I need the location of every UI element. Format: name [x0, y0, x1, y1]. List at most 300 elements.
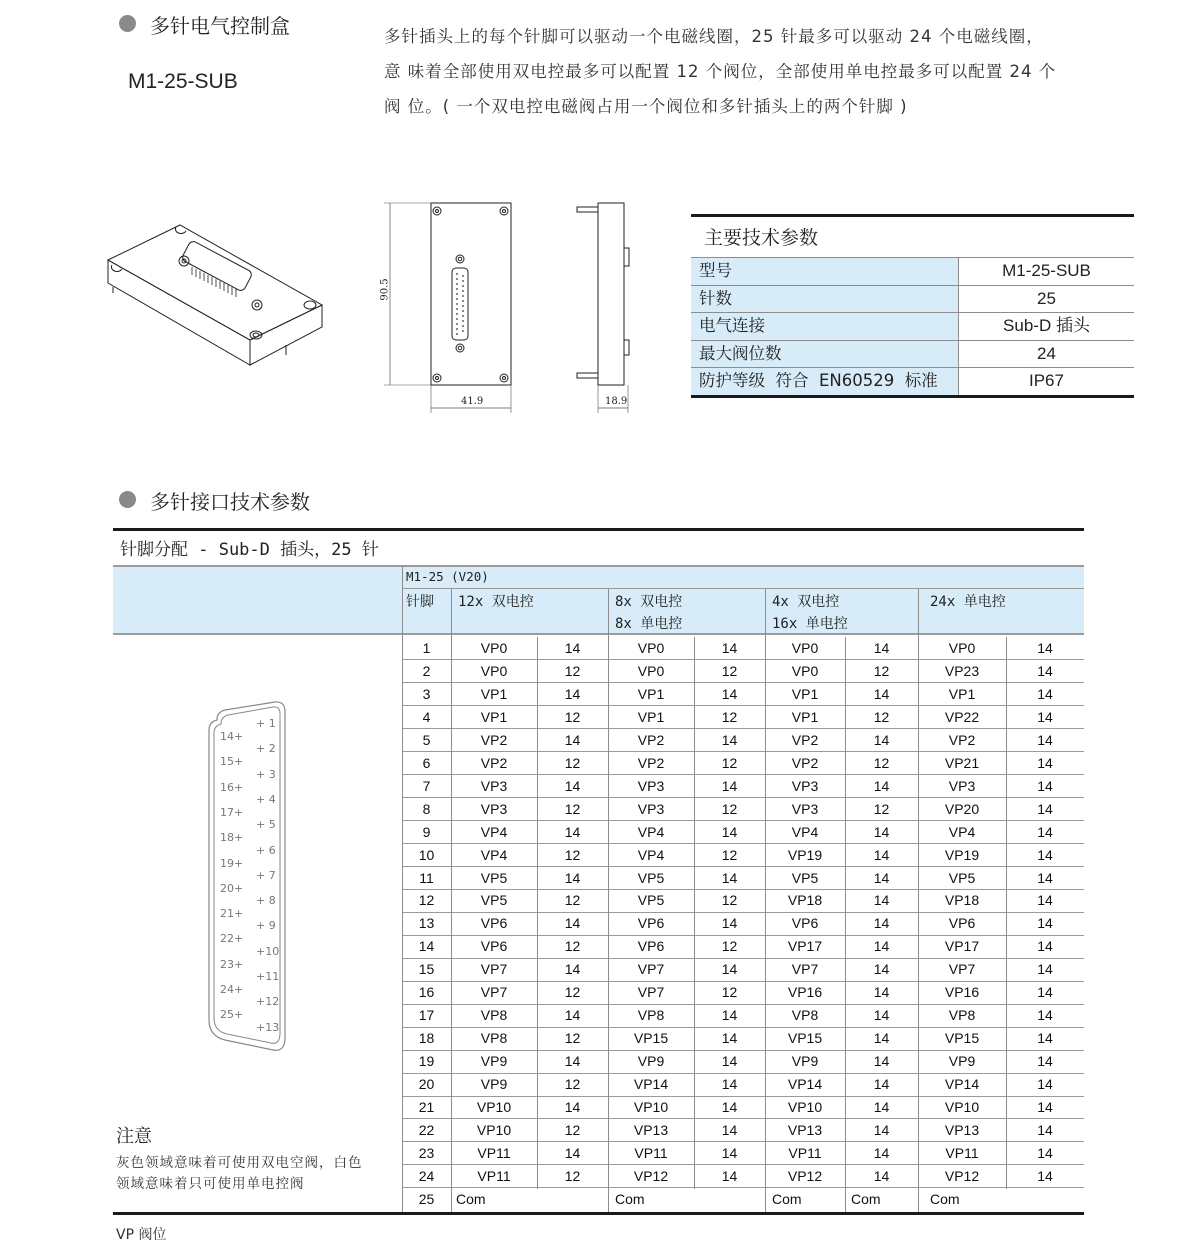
valve-position-cell: VP17	[787, 938, 823, 955]
valve-position-cell: VP3	[791, 800, 819, 817]
coil-number-cell: 14	[1037, 892, 1053, 909]
valve-position-cell: VP2	[791, 731, 819, 748]
coil-number-cell: 12	[873, 708, 890, 725]
valve-position-cell: VP21	[944, 754, 980, 771]
connector-pin-label: 16+	[220, 780, 244, 794]
connector-pin-label: 22+	[220, 932, 244, 946]
valve-position-cell: VP5	[480, 892, 508, 909]
coil-number-cell: 14	[564, 640, 581, 656]
coil-number-cell: 14	[721, 1030, 738, 1047]
coil-number-cell: 12	[721, 662, 738, 679]
valve-position-cell: VP0	[948, 640, 976, 656]
config-header-12x	[458, 591, 534, 613]
valve-position-cell: VP2	[637, 754, 665, 771]
valve-position-cell: VP0	[791, 640, 819, 656]
pin-number-cell: 6	[422, 754, 431, 771]
coil-number-cell: 14	[1037, 869, 1053, 886]
valve-position-cell: VP1	[480, 708, 508, 725]
valve-position-cell: VP5	[948, 869, 976, 886]
valve-position-cell: VP12	[944, 1167, 980, 1184]
coil-number-cell: 14	[873, 1167, 890, 1184]
connector-pin-label: +13	[256, 1020, 280, 1034]
spec-value: Sub-D 插头	[1003, 316, 1090, 336]
connector-pin-label: + 1	[256, 717, 276, 730]
pin-number-cell: 17	[418, 1007, 435, 1024]
connector-pin-label: 24+	[220, 983, 244, 996]
valve-position-cell: VP13	[944, 1121, 980, 1138]
pin-number-cell: 11	[419, 869, 434, 886]
coil-number-cell: 14	[873, 1099, 890, 1115]
config-header-line: 12x 双电控	[458, 594, 534, 610]
valve-position-cell: VP2	[948, 731, 976, 748]
valve-position-cell: VP10	[944, 1099, 980, 1115]
coil-number-cell: 14	[721, 685, 738, 702]
valve-position-cell: VP3	[480, 800, 508, 817]
connector-pin-label: + 4	[256, 792, 276, 806]
pin-number-cell: 10	[418, 846, 435, 863]
coil-number-cell: 12	[721, 892, 738, 909]
valve-position-cell: VP15	[633, 1030, 669, 1047]
pin-number-cell: 16	[418, 984, 435, 1001]
coil-number-cell: 12	[721, 800, 738, 817]
connector-pin-label: 21+	[220, 907, 244, 921]
connector-pin-label: + 5	[256, 818, 276, 832]
coil-number-cell: 14	[1037, 754, 1053, 771]
valve-position-cell: VP12	[633, 1167, 669, 1184]
valve-position-cell: VP0	[637, 640, 665, 656]
pin-number-cell: 3	[422, 685, 431, 702]
coil-number-cell: 14	[564, 1007, 581, 1024]
coil-number-cell: 14	[1037, 1144, 1053, 1161]
valve-position-cell: VP4	[637, 823, 665, 840]
common-cell: Com	[851, 1190, 881, 1207]
pin-number-cell: 15	[418, 961, 435, 978]
pin-number-cell: 21	[418, 1099, 435, 1115]
coil-number-cell: 14	[1037, 938, 1053, 955]
note-line: 灰色领域意味着可使用双电空阀，白色	[116, 1155, 363, 1171]
connector-pin-label: 17+	[220, 805, 244, 819]
valve-position-cell: VP6	[637, 938, 665, 955]
pin-number-cell: 25	[418, 1190, 435, 1207]
coil-number-cell: 14	[873, 1007, 890, 1024]
note-title: 注意	[116, 1126, 152, 1147]
coil-number-cell: 14	[564, 961, 581, 978]
valve-position-cell: VP19	[787, 846, 823, 863]
connector-pin-label: 25+	[220, 1008, 244, 1022]
coil-number-cell: 14	[1037, 961, 1053, 978]
coil-number-cell: 14	[721, 1076, 738, 1093]
valve-position-cell: VP1	[791, 708, 819, 725]
spec-row	[691, 367, 1134, 395]
coil-number-cell: 14	[1037, 731, 1053, 748]
coil-number-cell: 14	[721, 1144, 738, 1161]
valve-position-cell: VP7	[637, 961, 665, 978]
coil-number-cell: 14	[1037, 662, 1053, 679]
valve-position-cell: VP1	[791, 685, 819, 702]
connector-pin-label: + 9	[256, 919, 276, 933]
section-bullet-icon	[119, 491, 136, 508]
valve-position-cell: VP6	[480, 915, 508, 932]
valve-position-cell: VP10	[476, 1121, 512, 1138]
pin-number-cell: 12	[418, 892, 435, 909]
spec-row	[691, 257, 1134, 285]
valve-position-cell: VP3	[637, 800, 665, 817]
config-header-line: 8x 单电控	[615, 616, 683, 632]
coil-number-cell: 12	[564, 846, 581, 863]
coil-number-cell: 14	[721, 777, 738, 794]
coil-number-cell: 14	[721, 823, 738, 840]
table-vline	[918, 589, 919, 1212]
common-cell: Com	[772, 1190, 802, 1207]
coil-number-cell: 14	[1037, 1121, 1053, 1138]
pin-number-cell: 9	[422, 823, 431, 840]
coil-number-cell: 12	[564, 938, 581, 955]
coil-number-cell: 12	[564, 1076, 581, 1093]
valve-position-cell: VP2	[637, 731, 665, 748]
coil-number-cell: 12	[564, 1030, 581, 1047]
table-vline	[451, 589, 452, 1212]
valve-position-cell: VP7	[480, 984, 508, 1001]
coil-number-cell: 14	[1037, 708, 1053, 725]
coil-number-cell: 14	[873, 869, 890, 886]
coil-number-cell: 14	[1037, 1053, 1053, 1070]
coil-number-cell: 14	[873, 1144, 890, 1161]
valve-position-cell: VP14	[944, 1076, 980, 1093]
coil-number-cell: 14	[873, 846, 890, 863]
coil-number-cell: 14	[1037, 846, 1053, 863]
valve-position-cell: VP10	[476, 1099, 512, 1115]
coil-number-cell: 14	[873, 984, 890, 1001]
pin-column-header: 针脚	[406, 594, 434, 610]
valve-position-cell: VP6	[791, 915, 819, 932]
height-dimension: 90.5	[379, 278, 391, 301]
coil-number-cell: 14	[873, 731, 890, 748]
coil-number-cell: 14	[1037, 823, 1053, 840]
config-header-line: 8x 双电控	[615, 594, 683, 610]
valve-position-cell: VP3	[637, 777, 665, 794]
connector-pin-label: + 6	[256, 843, 276, 857]
coil-number-cell: 14	[721, 961, 738, 978]
valve-position-cell: VP19	[944, 846, 980, 863]
section-title-pin-interface: 多针接口技术参数	[150, 490, 310, 514]
table-vline	[765, 589, 766, 1212]
coil-number-cell: 14	[873, 915, 890, 932]
coil-number-cell: 14	[564, 869, 581, 886]
coil-number-cell: 14	[1037, 1007, 1053, 1024]
coil-number-cell: 14	[721, 915, 738, 932]
connector-pin-label: 19+	[220, 856, 244, 870]
description-line: 多针插头上的每个针脚可以驱动一个电磁线圈，25 针最多可以驱动 24 个电磁线圈，	[384, 27, 1044, 46]
pin-number-cell: 22	[418, 1121, 435, 1138]
valve-position-cell: VP11	[788, 1144, 822, 1161]
coil-number-cell: 14	[873, 1076, 890, 1093]
isometric-drawing	[100, 205, 340, 375]
coil-number-cell: 14	[873, 938, 890, 955]
config-header-line: 4x 双电控	[772, 594, 840, 610]
description-line: 意 味着全部使用双电控最多可以配置 12 个阀位，全部使用单电控最多可以配置 24 个	[384, 62, 1057, 81]
coil-number-cell: 12	[564, 984, 581, 1001]
pin-number-cell: 4	[422, 708, 431, 725]
coil-number-cell: 12	[873, 800, 890, 817]
coil-number-cell: 14	[721, 1053, 738, 1070]
valve-position-cell: VP5	[637, 869, 665, 886]
pin-number-cell: 7	[422, 777, 431, 794]
coil-number-cell: 12	[564, 1167, 581, 1184]
section-title-control-box: 多针电气控制盒	[150, 14, 290, 38]
valve-position-cell: VP1	[637, 685, 665, 702]
coil-number-cell: 14	[721, 1007, 738, 1024]
valve-position-cell: VP1	[637, 708, 665, 725]
pin-number-cell: 8	[422, 800, 431, 817]
coil-number-cell: 14	[1037, 1099, 1053, 1115]
coil-number-cell: 12	[721, 846, 738, 863]
valve-position-cell: VP11	[634, 1144, 668, 1161]
table-vline	[402, 565, 403, 1212]
spec-table-caption: 主要技术参数	[704, 227, 819, 249]
valve-position-cell: VP15	[787, 1030, 823, 1047]
valve-position-cell: VP2	[480, 754, 508, 771]
pin-number-cell: 14	[418, 938, 435, 955]
coil-number-cell: 12	[721, 754, 738, 771]
valve-position-cell: VP4	[948, 823, 976, 840]
coil-number-cell: 14	[564, 1144, 581, 1161]
valve-position-cell: VP11	[477, 1167, 511, 1184]
spec-key: 型号	[691, 258, 959, 285]
valve-position-cell: VP5	[791, 869, 819, 886]
connector-pin-label: +12	[256, 995, 280, 1009]
valve-position-cell: VP0	[637, 662, 665, 679]
pin-number-cell: 2	[422, 662, 431, 679]
coil-number-cell: 14	[1037, 1076, 1053, 1093]
coil-number-cell: 14	[721, 1099, 738, 1115]
coil-number-cell: 14	[564, 1053, 581, 1070]
valve-position-cell: VP9	[948, 1053, 976, 1070]
pin-number-cell: 1	[422, 640, 431, 656]
coil-number-cell: 14	[873, 1030, 890, 1047]
valve-position-cell: VP20	[944, 800, 980, 817]
table-vline	[694, 637, 695, 1189]
connector-pin-label: 18+	[220, 831, 244, 845]
valve-position-cell: VP6	[480, 938, 508, 955]
valve-position-cell: VP17	[944, 938, 980, 955]
connector-pin-label: 14+	[220, 730, 244, 743]
section-bullet-icon	[119, 15, 136, 32]
valve-position-cell: VP5	[480, 869, 508, 886]
coil-number-cell: 12	[564, 800, 581, 817]
width-dimension: 41.9	[461, 396, 484, 407]
valve-position-cell: VP1	[948, 685, 976, 702]
valve-position-cell: VP11	[477, 1144, 511, 1161]
spec-key: 电气连接	[691, 313, 959, 340]
coil-number-cell: 14	[564, 823, 581, 840]
coil-number-cell: 14	[1037, 1030, 1053, 1047]
coil-number-cell: 14	[873, 961, 890, 978]
coil-number-cell: 14	[721, 1121, 738, 1138]
pin-table-caption: 针脚分配 - Sub-D 插头，25 针	[120, 540, 379, 560]
valve-position-cell: VP13	[633, 1121, 669, 1138]
connector-pin-label: + 8	[256, 894, 276, 908]
coil-number-cell: 12	[564, 892, 581, 909]
pin-table-body	[402, 637, 1084, 1212]
coil-number-cell: 12	[564, 708, 581, 725]
coil-number-cell: 14	[1037, 640, 1053, 656]
valve-position-cell: VP9	[637, 1053, 665, 1070]
coil-number-cell: 12	[564, 662, 581, 679]
valve-position-cell: VP4	[791, 823, 819, 840]
spec-table-bottom-rule	[691, 395, 1134, 398]
spec-key: 针数	[691, 286, 959, 313]
coil-number-cell: 14	[564, 777, 581, 794]
valve-position-cell: VP15	[944, 1030, 980, 1047]
footer-legend: VP 阀位	[116, 1227, 167, 1243]
pin-number-cell: 18	[418, 1030, 435, 1047]
spec-row	[691, 285, 1134, 313]
valve-position-cell: VP4	[637, 846, 665, 863]
table-vline	[608, 589, 609, 1212]
coil-number-cell: 14	[873, 1121, 890, 1138]
valve-position-cell: VP7	[791, 961, 819, 978]
coil-number-cell: 14	[873, 823, 890, 840]
valve-position-cell: VP0	[480, 640, 508, 656]
valve-position-cell: VP1	[480, 685, 508, 702]
valve-position-cell: VP13	[787, 1121, 823, 1138]
model-name: M1-25-SUB	[128, 70, 238, 93]
common-cell: Com	[930, 1190, 960, 1207]
description	[384, 19, 1144, 124]
valve-position-cell: VP10	[633, 1099, 669, 1115]
spec-key: 防护等级 符合 EN60529 标准	[691, 368, 959, 395]
valve-position-cell: VP5	[637, 892, 665, 909]
coil-number-cell: 12	[873, 662, 890, 679]
valve-position-cell: VP6	[948, 915, 976, 932]
coil-number-cell: 14	[1037, 1167, 1053, 1184]
table-vline	[537, 637, 538, 1189]
depth-dimension: 18.9	[605, 396, 628, 407]
coil-number-cell: 14	[721, 1167, 738, 1184]
config-header-24x	[930, 591, 1006, 613]
valve-position-cell: VP6	[637, 915, 665, 932]
valve-position-cell: VP8	[480, 1030, 508, 1047]
table-vline	[1006, 637, 1007, 1189]
connector-pin-label: + 7	[256, 868, 276, 882]
pin-table-bottom-rule	[113, 1212, 1084, 1215]
coil-number-cell: 14	[721, 731, 738, 748]
pin-number-cell: 13	[418, 915, 435, 932]
connector-pin-label: + 3	[256, 767, 276, 781]
valve-position-cell: VP3	[948, 777, 976, 794]
valve-position-cell: VP9	[480, 1076, 508, 1093]
spec-value: 25	[1037, 288, 1056, 308]
connector-pin-label: 15+	[220, 755, 244, 769]
front-view-drawing	[380, 198, 520, 416]
header-divider	[402, 588, 1084, 589]
coil-number-cell: 12	[873, 754, 890, 771]
valve-position-cell: VP8	[480, 1007, 508, 1024]
coil-number-cell: 14	[1037, 777, 1053, 794]
coil-number-cell: 14	[564, 731, 581, 748]
connector-pin-label: 20+	[220, 881, 244, 895]
pin-number-cell: 23	[418, 1144, 435, 1161]
valve-position-cell: VP10	[787, 1099, 823, 1115]
coil-number-cell: 12	[721, 984, 738, 1001]
valve-position-cell: VP18	[944, 892, 980, 909]
coil-number-cell: 14	[564, 915, 581, 932]
common-cell: Com	[456, 1190, 486, 1207]
valve-position-cell: VP8	[948, 1007, 976, 1024]
coil-number-cell: 14	[873, 640, 890, 656]
coil-number-cell: 14	[564, 1099, 581, 1115]
coil-number-cell: 14	[1037, 984, 1053, 1001]
pin-number-cell: 20	[418, 1076, 435, 1093]
valve-position-cell: VP3	[791, 777, 819, 794]
valve-position-cell: VP9	[791, 1053, 819, 1070]
coil-number-cell: 14	[721, 640, 738, 656]
config-header-line: 24x 单电控	[930, 594, 1006, 610]
note-line: 领域意味着只可使用单电控阀	[116, 1176, 305, 1192]
valve-position-cell: VP4	[480, 823, 508, 840]
valve-position-cell: VP2	[480, 731, 508, 748]
valve-position-cell: VP16	[787, 984, 823, 1001]
note-text	[116, 1153, 396, 1195]
spec-row	[691, 340, 1134, 368]
coil-number-cell: 12	[564, 1121, 581, 1138]
pin-table-top-rule	[113, 528, 1084, 531]
valve-position-cell: VP23	[944, 662, 980, 679]
coil-number-cell: 14	[873, 685, 890, 702]
valve-position-cell: VP18	[787, 892, 823, 909]
spec-key: 最大阀位数	[691, 341, 959, 368]
description-line: 阀 位。( 一个双电控电磁阀占用一个阀位和多针插头上的两个针脚 )	[384, 97, 908, 116]
valve-position-cell: VP3	[480, 777, 508, 794]
group-header: M1-25 (V20)	[406, 569, 489, 584]
connector-pin-label: + 2	[256, 742, 276, 756]
valve-position-cell: VP2	[791, 754, 819, 771]
spec-row	[691, 312, 1134, 340]
coil-number-cell: 12	[564, 754, 581, 771]
valve-position-cell: VP0	[480, 662, 508, 679]
valve-position-cell: VP7	[480, 961, 508, 978]
config-header-4x	[772, 591, 848, 635]
config-header-line: 16x 单电控	[772, 616, 848, 632]
spec-table	[691, 214, 1134, 398]
pin-number-cell: 19	[418, 1053, 435, 1070]
coil-number-cell: 14	[564, 685, 581, 702]
valve-position-cell: VP4	[480, 846, 508, 863]
spec-value: IP67	[1029, 371, 1064, 391]
valve-position-cell: VP0	[791, 662, 819, 679]
config-header-8x	[615, 591, 682, 635]
coil-number-cell: 14	[873, 1053, 890, 1070]
coil-number-cell: 14	[873, 892, 890, 909]
valve-position-cell: VP16	[944, 984, 980, 1001]
valve-position-cell: VP8	[791, 1007, 819, 1024]
valve-position-cell: VP8	[637, 1007, 665, 1024]
coil-number-cell: 12	[721, 708, 738, 725]
coil-number-cell: 14	[1037, 685, 1053, 702]
valve-position-cell: VP9	[480, 1053, 508, 1070]
coil-number-cell: 14	[1037, 800, 1053, 817]
valve-position-cell: VP12	[787, 1167, 823, 1184]
valve-position-cell: VP14	[633, 1076, 669, 1093]
common-cell: Com	[615, 1190, 645, 1207]
pin-number-cell: 24	[418, 1167, 435, 1184]
side-view-drawing	[572, 198, 642, 416]
connector-pin-label: +11	[256, 970, 280, 983]
spec-value: M1-25-SUB	[1002, 261, 1091, 280]
connector-pin-label: +10	[256, 944, 280, 958]
coil-number-cell: 14	[873, 777, 890, 794]
coil-number-cell: 14	[1037, 915, 1053, 932]
